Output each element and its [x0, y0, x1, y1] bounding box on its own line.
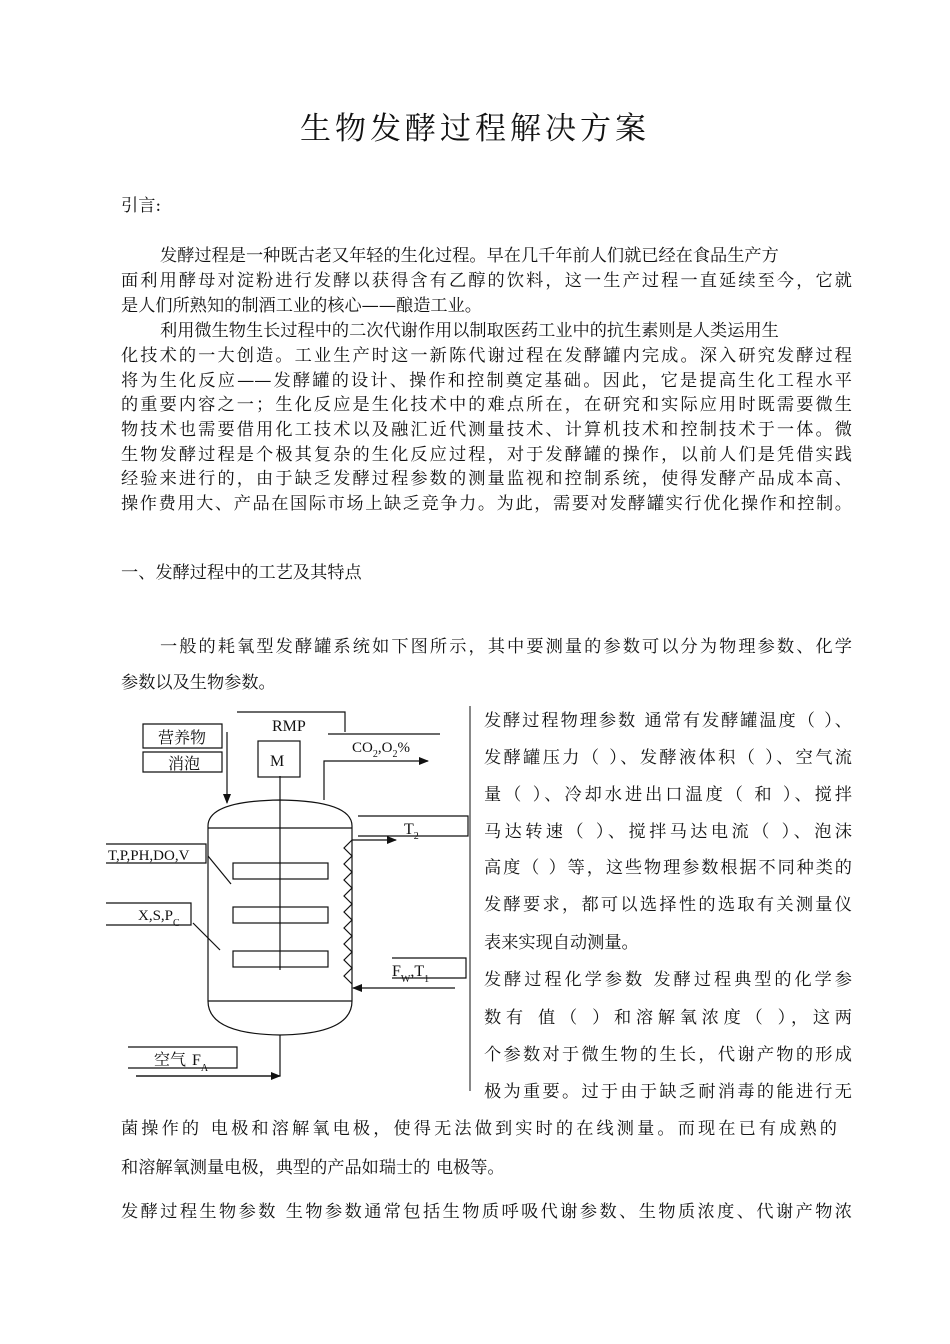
intro-p2-line-3: 将为生化反应——发酵罐的设计、操作和控制奠定基础。因此，它是提高生化工程水平	[121, 371, 852, 391]
offgas-label: $CO_2,O_2\%$	[352, 740, 410, 760]
side-line-9: 数有 值（ ）和溶解氧浓度（ ），这两	[484, 1008, 852, 1028]
t2-label: $T_2$	[404, 821, 419, 842]
intro-p2-line-2: 化技术的一大创造。工业生产时这一新陈代谢过程在发酵罐内完成。深入研究发酵过程	[121, 346, 852, 366]
side-line-3: 量（ ）、冷却水进出口温度（ 和 ）、搅拌	[484, 785, 852, 805]
page-title: 生物发酵过程解决方案	[300, 111, 650, 147]
intro-p1-line-3: 是人们所熟知的制酒工业的核心——酿造工业。	[121, 296, 482, 316]
side-line-10: 个参数对于微生物的生长，代谢产物的形成	[484, 1045, 852, 1065]
offgas-arrow	[324, 761, 428, 800]
coolant-label: $F_W,T_1$	[392, 963, 430, 985]
intro-p2-line-6: 生物发酵过程是个极其复杂的生化反应过程，对于发酵罐的操作，以前人们是凭借实践	[121, 445, 852, 465]
intro-p2-line-8: 操作费用大、产品在国际市场上缺乏竞争力。为此，需要对发酵罐实行优化操作和控制。	[121, 494, 852, 514]
motor-label: M	[270, 753, 285, 770]
side-line-6: 发酵要求，都可以选择性的选取有关测量仪	[484, 895, 852, 915]
side-line-1: 发酵过程物理参数 通常有发酵罐温度（ ）、	[484, 711, 852, 731]
bottom-line-3: 发酵过程生物参数 生物参数通常包括生物质呼吸代谢参数、生物质浓度、代谢产物浓	[121, 1202, 852, 1222]
intro-p2-line-5: 物技术也需要借用化工技术以及融汇近代测量技术、计算机技术和控制技术于一体。微	[121, 420, 852, 440]
side-line-4: 马达转速（ ）、搅拌马达电流（ ）、泡沫	[484, 822, 852, 842]
intro-p1-line-1: 发酵过程是一种既古老又年轻的生化过程。早在几千年前人们就已经在食品生产方	[160, 246, 779, 266]
bottom-line-2: 和溶解氧测量电极，典型的产品如瑞士的 电极等。	[121, 1158, 505, 1178]
nutrient-label: 营养物	[158, 730, 207, 747]
xsp-label: $X,S,P_C$	[138, 908, 180, 929]
section-1-line-1: 一般的耗氧型发酵罐系统如下图所示，其中要测量的参数可以分为物理参数、化学	[160, 637, 852, 657]
air-label: 空气 $F_A$	[154, 1052, 209, 1074]
intro-p2-line-4: 的重要内容之一；生化反应是生化技术中的难点所在，在研究和实际应用时既需要微生	[121, 395, 852, 415]
defoam-label: 消泡	[168, 756, 201, 773]
fermenter-diagram	[100, 706, 472, 1091]
intro-p1-line-2: 面利用酵母对淀粉进行发酵以获得含有乙醇的饮料，这一生产过程一直延续至今，它就	[121, 271, 852, 291]
cooling-jacket	[344, 840, 352, 984]
side-line-2: 发酵罐压力（ ）、发酵液体积（ ）、空气流	[484, 748, 852, 768]
side-line-11: 极为重要。过于由于缺乏耐消毒的能进行无	[484, 1082, 852, 1102]
side-line-7: 表来实现自动测量。	[484, 933, 639, 953]
bottom-line-1: 菌操作的 电极和溶解氧电极，使得无法做到实时的在线测量。而现在已有成熟的	[121, 1119, 837, 1139]
intro-p2-line-1: 利用微生物生长过程中的二次代谢作用以制取医药工业中的抗生素则是人类运用生	[160, 321, 779, 341]
rmp-label: RMP	[272, 718, 306, 735]
tph-label: T,P,PH,DO,V	[108, 848, 190, 864]
intro-heading: 引言:	[121, 196, 162, 216]
section-1-heading: 一、发酵过程中的工艺及其特点	[121, 563, 362, 583]
intro-p2-line-7: 经验来进行的，由于缺乏发酵过程参数的测量监视和控制系统，使得发酵产品成本高、	[121, 469, 852, 489]
side-line-8: 发酵过程化学参数 发酵过程典型的化学参	[484, 970, 852, 990]
section-1-line-2: 参数以及生物参数。	[121, 673, 276, 693]
side-line-5: 高度（ ）等，这些物理参数根据不同种类的	[484, 858, 852, 878]
